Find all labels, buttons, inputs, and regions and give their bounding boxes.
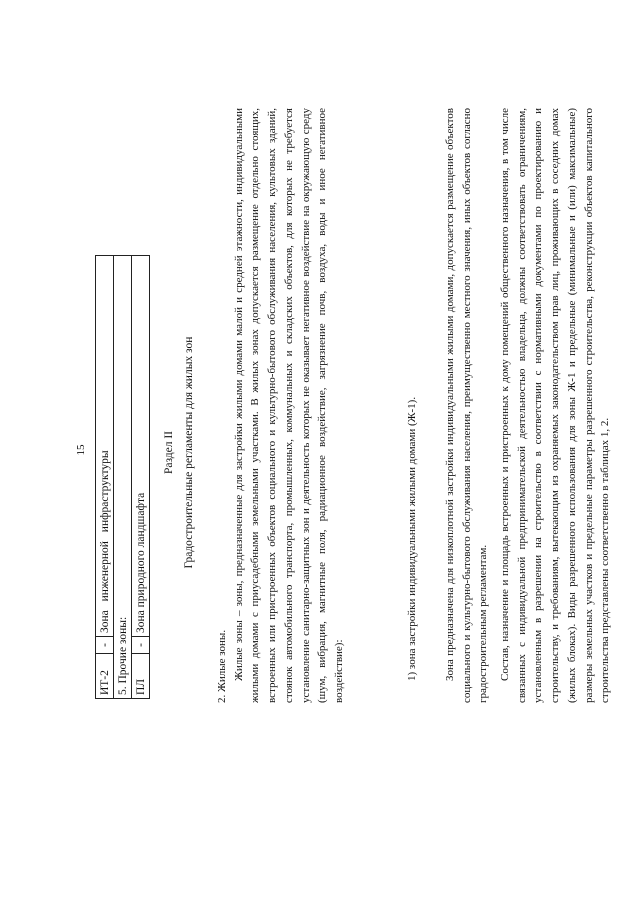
zone-code: ИТ-2 [96,654,114,699]
zone-name: Зона инженерной инфраструктуры [96,256,114,637]
zones-table [95,255,150,699]
body-text-block [497,108,614,703]
body-text-block [404,108,421,703]
zone-name: Зона природного ландшафта [132,256,150,637]
paragraph-zone-zh1-purpose: Зона предназначена для низкоплотной застройки индивидуальными жилыми домами, допускается размещение объектов социального и культурно-бытового обслуживания населения, преимущественно местного значения, иных объектов согласно градостроительным регламентам. [444,108,490,703]
zone-code: ПЛ [132,654,150,699]
paragraph-residential-zones-title: 2. Жилые зоны. [216,629,228,703]
paragraph-zone-zh1-composition: Состав, назначение и площадь встроенных и пристроенных к дому помещений общественного назначения, в том числе связанных с индивидуальной предпринимательской деятельностью владельца, должны соответствовать ограничениям, установленным в разрешении на строительство в соответствии с нормативными документами по проектированию и строительству, и требованиям, вытекающим из охраняемых законодательством прав лиц, проживающих в соседних домах (жилых блоках). Виды разрешенного использования для зоны Ж-1 и предельные (минимальные и (или) максимальные) размеры земельных участков и предельные параметры разрешенного строительства, реконструкции объектов капитального строительства представлены соответственно в таблицах 1, 2. [499,108,612,703]
paragraph-residential-zones-definition: Жилые зоны – зоны, предназначенные для застройки жилыми домами малой и средней этажности, индивидуальными жилыми домами с приусадебными земельными участками. В жилых зонах допускается размещение отдельно стоящих, встроенных или пристроенных объектов социального и культурно-бытового обслуживания населения, культовых зданий, стоянок автомобильного транспорта, промышленных, коммунальных и складских объектов, для которых не требуется установление санитарно-защитных зон и деятельность которых не оказывает негативное воздействие на окружающую среду (шум, вибрация, магнитные поля, радиационное воздействие, загрязнение почв, воздуха, воды и иное негативное воздействие): [232,108,345,703]
table-row [96,256,114,699]
section-heading: Раздел II [163,430,175,475]
zone-dash: - [132,637,150,654]
body-text-block [442,108,492,703]
body-text-block [214,108,348,703]
paragraph-zone-zh1-title: 1) зона застройки индивидуальными жилыми домами (Ж-1). [406,396,418,681]
zone-dash: - [96,637,114,654]
table-row [132,256,150,699]
table-row [114,256,132,699]
page-number: 15 [75,444,87,456]
section-subheading: Градостроительные регламенты для жилых зон [183,336,195,569]
zone-section-label: 5. Прочие зоны: [114,256,132,699]
